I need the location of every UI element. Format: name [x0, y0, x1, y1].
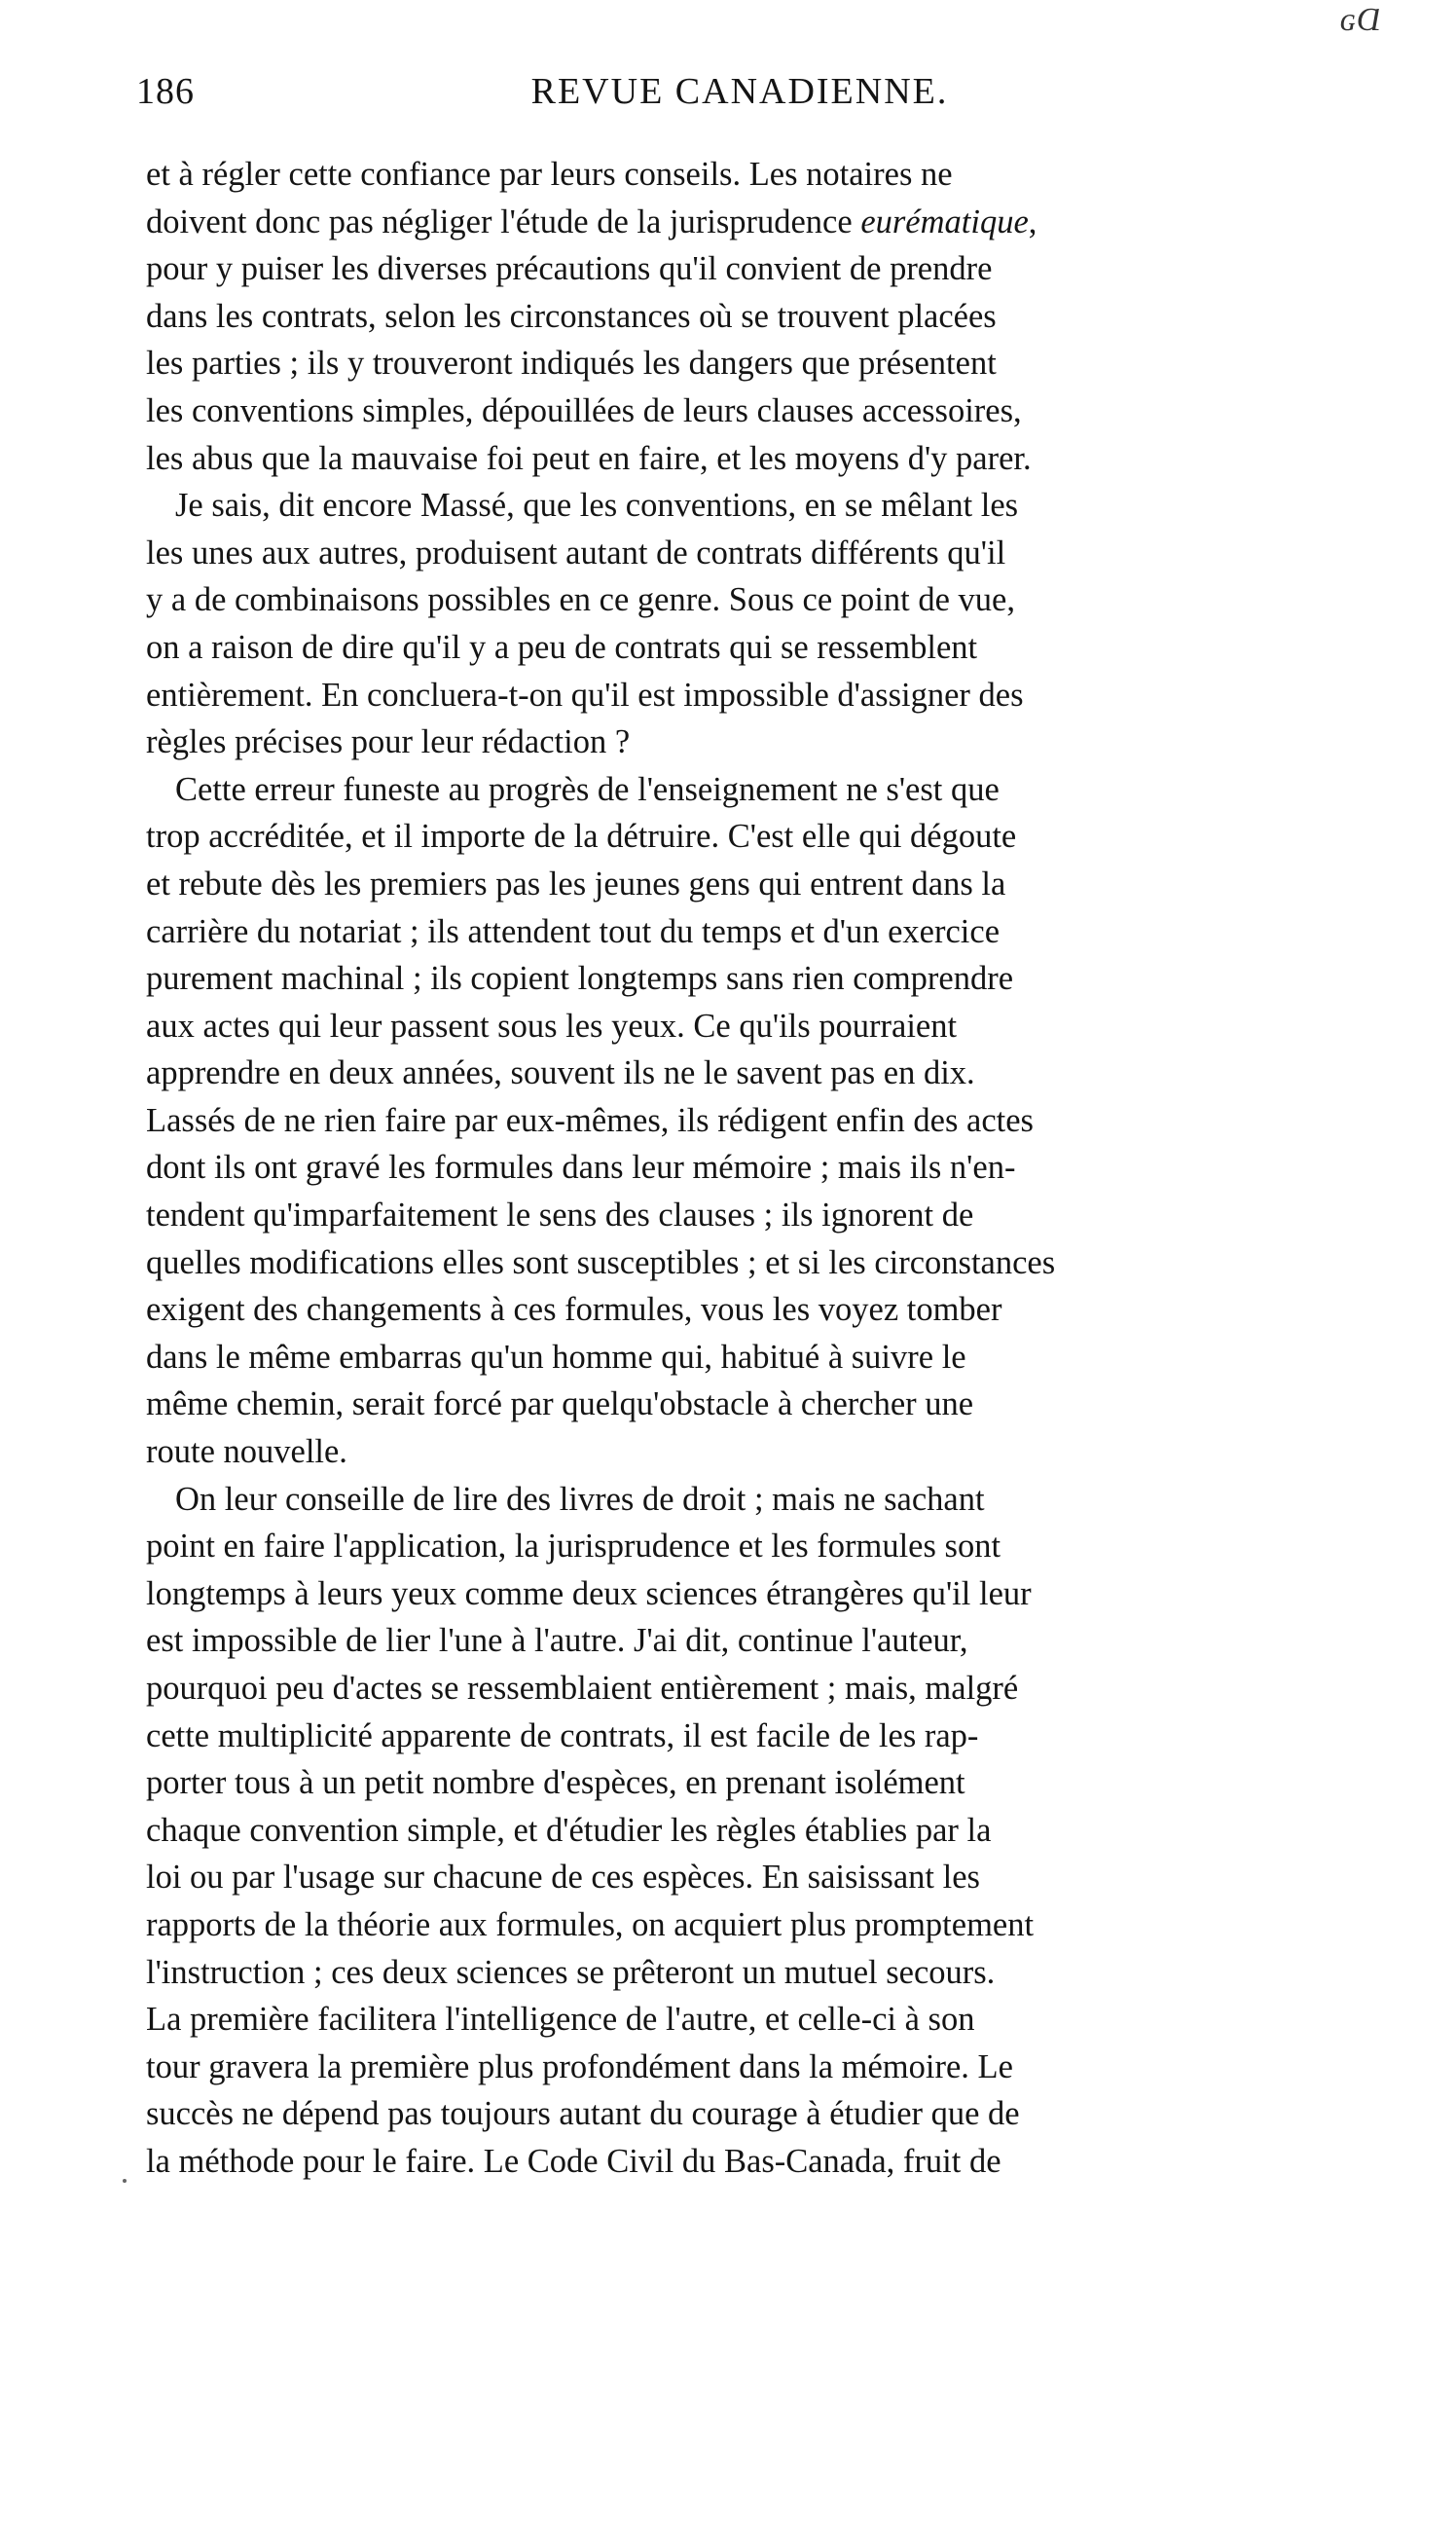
running-header [136, 70, 1343, 129]
text-line: la méthode pour le faire. Le Code Civil du Bas-Canada, fruit de [146, 2142, 1001, 2180]
text-line: tendent qu'imparfaitement le sens des clauses ; ils ignorent de [146, 1197, 974, 1235]
text-line: Lassés de ne rien faire par eux-mêmes, ils rédigent enfin des actes [146, 1101, 1034, 1139]
text-line: les conventions simples, dépouillées de leurs clauses accessoires, [146, 391, 1022, 429]
italic-term: eurématique [860, 203, 1029, 240]
running-title: REVUE CANADIENNE. [530, 71, 949, 112]
text-line: même chemin, serait forcé par quelqu'obstacle à chercher une [146, 1385, 974, 1423]
text-line: La première facilitera l'intelligence de l'autre, et celle-ci à son [146, 2001, 975, 2039]
text-line: purement machinal ; ils copient longtemps sans rien comprendre [146, 960, 1014, 998]
text-line: entièrement. En concluera-t-on qu'il est impossible d'assigner des [146, 676, 1024, 714]
text-line: est impossible de lier l'une à l'autre. J'ai dit, continue l'auteur, [146, 1622, 968, 1660]
text-line: pour y puiser les diverses précautions qu'il convient de prendre [146, 250, 993, 288]
text-line: dans le même embarras qu'un homme qui, habitué à suivre le [146, 1338, 966, 1376]
text-line: doivent donc pas négliger l'étude de la jurisprudence eurématique, [146, 203, 1037, 240]
text-line: on a raison de dire qu'il y a peu de contrats qui se ressemblent [146, 628, 978, 666]
margin-dot [123, 2179, 127, 2183]
corner-mark: ɢⱭ [1339, 2, 1380, 38]
text-line: Je sais, dit encore Massé, que les conventions, en se mêlant les [175, 487, 1019, 525]
text-line: rapports de la théorie aux formules, on acquiert plus promptement [146, 1905, 1035, 1943]
text-line: les parties ; ils y trouveront indiqués les dangers que présentent [146, 345, 997, 383]
text-line: et rebute dès les premiers pas les jeunes gens qui entrent dans la [146, 865, 1006, 903]
text-line: aux actes qui leur passent sous les yeux. Ce qu'ils pourraient [146, 1007, 958, 1045]
text-line: route nouvelle. [146, 1433, 347, 1471]
text-line: les unes aux autres, produisent autant de contrats différents qu'il [146, 534, 1006, 571]
text-line: On leur conseille de lire des livres de droit ; mais ne sachant [175, 1480, 985, 1518]
page-number: 186 [136, 71, 195, 112]
text-line: tour gravera la première plus profondément dans la mémoire. Le [146, 2047, 1013, 2085]
text-line: et à régler cette confiance par leurs conseils. Les notaires ne [146, 156, 953, 193]
text-line: carrière du notariat ; ils attendent tout du temps et d'un exercice [146, 912, 1001, 950]
text-line: l'instruction ; ces deux sciences se prêteront un mutuel secours. [146, 1953, 996, 1991]
text-line: les abus que la mauvaise foi peut en faire, et les moyens d'y parer. [146, 439, 1032, 477]
text-line: y a de combinaisons possibles en ce genre. Sous ce point de vue, [146, 581, 1015, 619]
text-line: règles précises pour leur rédaction ? [146, 723, 631, 761]
text-line: chaque convention simple, et d'étudier les règles établies par la [146, 1811, 992, 1849]
text-line: trop accréditée, et il importe de la détruire. C'est elle qui dégoute [146, 818, 1017, 856]
text-line: longtemps à leurs yeux comme deux sciences étrangères qu'il leur [146, 1574, 1032, 1612]
body-text [146, 151, 1343, 2186]
text-line: pourquoi peu d'actes se ressemblaient entièrement ; mais, malgré [146, 1670, 1019, 1707]
text-line: point en faire l'application, la jurisprudence et les formules sont [146, 1528, 1001, 1566]
text-line: exigent des changements à ces formules, vous les voyez tomber [146, 1291, 1002, 1329]
text-line: dans les contrats, selon les circonstances où se trouvent placées [146, 297, 997, 335]
text-line: succès ne dépend pas toujours autant du courage à étudier que de [146, 2095, 1020, 2133]
text-line: cette multiplicité apparente de contrats, il est facile de les rap- [146, 1716, 979, 1754]
text-line: Cette erreur funeste au progrès de l'enseignement ne s'est que [175, 770, 1000, 808]
text-line: apprendre en deux années, souvent ils ne le savent pas en dix. [146, 1054, 975, 1092]
text-line: loi ou par l'usage sur chacune de ces espèces. En saisissant les [146, 1859, 980, 1897]
text-line: porter tous à un petit nombre d'espèces, en prenant isolément [146, 1764, 965, 1802]
text-line: quelles modifications elles sont susceptibles ; et si les circonstances [146, 1243, 1056, 1281]
text-line: dont ils ont gravé les formules dans leur mémoire ; mais ils n'en- [146, 1149, 1016, 1187]
